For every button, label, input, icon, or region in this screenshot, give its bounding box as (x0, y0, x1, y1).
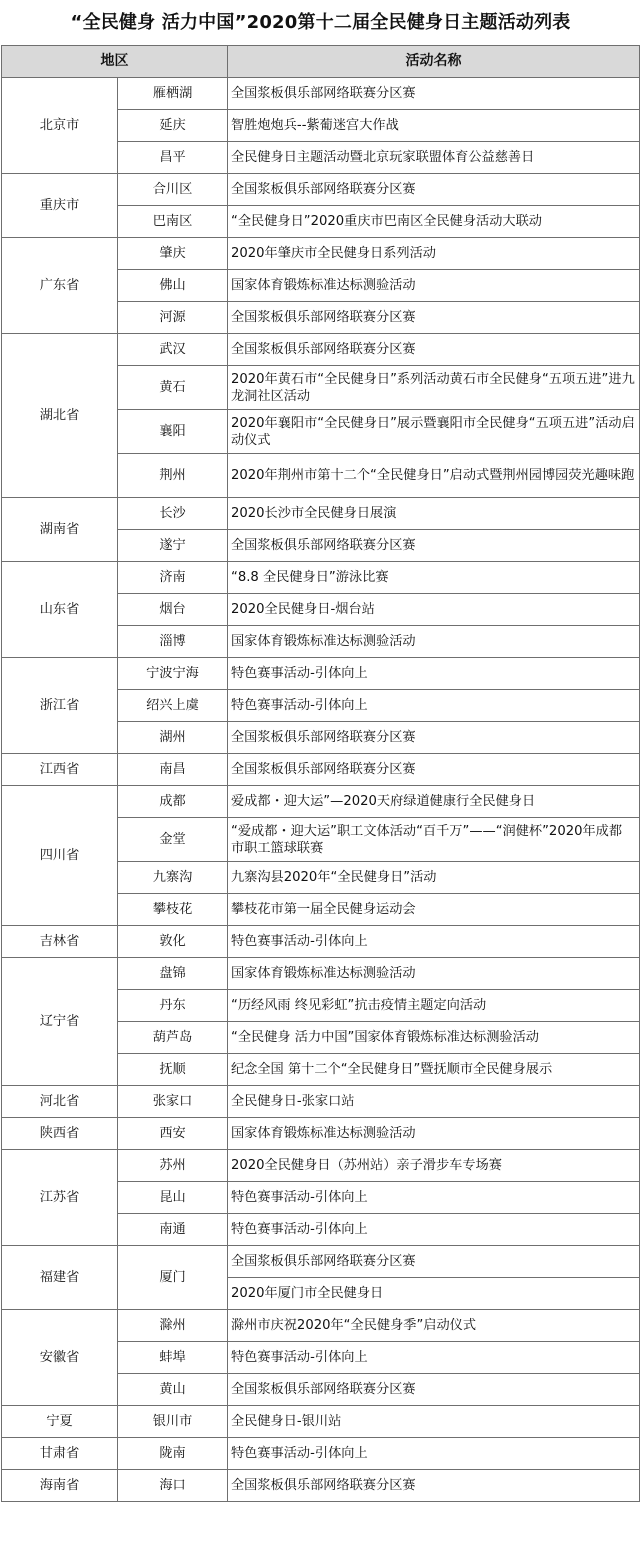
city-cell: 宁波宁海 (118, 658, 228, 690)
activity-cell: 全国浆板俱乐部网络联赛分区赛 (228, 1246, 640, 1278)
province-cell: 江西省 (2, 754, 118, 786)
activity-cell: 纪念全国 第十二个“全民健身日”暨抚顺市全民健身展示 (228, 1054, 640, 1086)
province-cell: 甘肃省 (2, 1438, 118, 1470)
city-cell: 延庆 (118, 110, 228, 142)
table-row (2, 78, 640, 110)
activity-cell: 2020全民健身日-烟台站 (228, 594, 640, 626)
table-row (2, 754, 640, 786)
city-cell: 海口 (118, 1470, 228, 1502)
table-row (2, 238, 640, 270)
table-row (2, 658, 640, 690)
activity-cell: 九寨沟县2020年“全民健身日”活动 (228, 862, 640, 894)
city-cell: 合川区 (118, 174, 228, 206)
city-cell: 丹东 (118, 990, 228, 1022)
activity-cell: 全国浆板俱乐部网络联赛分区赛 (228, 78, 640, 110)
activity-cell: 国家体育锻炼标准达标测验活动 (228, 1118, 640, 1150)
activity-cell: “8.8 全民健身日”游泳比赛 (228, 562, 640, 594)
province-cell: 福建省 (2, 1246, 118, 1310)
province-cell: 江苏省 (2, 1150, 118, 1246)
activity-cell: 特色赛事活动-引体向上 (228, 926, 640, 958)
table-row (2, 1470, 640, 1502)
table-row (2, 958, 640, 990)
province-cell: 湖南省 (2, 498, 118, 562)
activity-cell: “全民健身 活力中国”国家体育锻炼标准达标测验活动 (228, 1022, 640, 1054)
city-cell: 盘锦 (118, 958, 228, 990)
activity-cell: 全国浆板俱乐部网络联赛分区赛 (228, 334, 640, 366)
province-cell: 北京市 (2, 78, 118, 174)
city-cell: 昆山 (118, 1182, 228, 1214)
activity-cell: 2020年肇庆市全民健身日系列活动 (228, 238, 640, 270)
city-cell: 南通 (118, 1214, 228, 1246)
province-cell: 河北省 (2, 1086, 118, 1118)
province-cell: 四川省 (2, 786, 118, 926)
table-row (2, 498, 640, 530)
activity-cell: 全民健身日-张家口站 (228, 1086, 640, 1118)
city-cell: 昌平 (118, 142, 228, 174)
city-cell: 济南 (118, 562, 228, 594)
province-cell: 湖北省 (2, 334, 118, 498)
city-cell: 襄阳 (118, 410, 228, 454)
table-row (2, 786, 640, 818)
activity-cell: 智胜炮炮兵--紫葡迷宫大作战 (228, 110, 640, 142)
table-header-row (2, 46, 640, 78)
city-cell: 成都 (118, 786, 228, 818)
province-cell: 海南省 (2, 1470, 118, 1502)
activity-cell: 攀枝花市第一届全民健身运动会 (228, 894, 640, 926)
activity-cell: 国家体育锻炼标准达标测验活动 (228, 270, 640, 302)
city-cell: 佛山 (118, 270, 228, 302)
table-row (2, 1310, 640, 1342)
activity-cell: 全国浆板俱乐部网络联赛分区赛 (228, 754, 640, 786)
city-cell: 巴南区 (118, 206, 228, 238)
table-row (2, 1150, 640, 1182)
city-cell: 荆州 (118, 454, 228, 498)
city-cell: 滁州 (118, 1310, 228, 1342)
city-cell: 金堂 (118, 818, 228, 862)
city-cell: 雁栖湖 (118, 78, 228, 110)
city-cell: 南昌 (118, 754, 228, 786)
activity-cell: 爱成都・迎大运”—2020天府绿道健康行全民健身日 (228, 786, 640, 818)
activity-cell: 国家体育锻炼标准达标测验活动 (228, 958, 640, 990)
province-cell: 广东省 (2, 238, 118, 334)
activity-cell: 特色赛事活动-引体向上 (228, 1182, 640, 1214)
city-cell: 淄博 (118, 626, 228, 658)
table-body (2, 78, 640, 1502)
page-title: “全民健身 活力中国”2020第十二届全民健身日主题活动列表 (70, 12, 571, 33)
table-row (2, 1438, 640, 1470)
activity-cell: 特色赛事活动-引体向上 (228, 690, 640, 722)
city-cell: 长沙 (118, 498, 228, 530)
activity-header: 活动名称 (228, 46, 640, 78)
city-cell: 蚌埠 (118, 1342, 228, 1374)
activity-cell: 全国浆板俱乐部网络联赛分区赛 (228, 174, 640, 206)
activity-cell: 2020年荆州市第十二个“全民健身日”启动式暨荆州园博园荧光趣味跑 (228, 454, 640, 498)
activity-cell: 全民健身日-银川站 (228, 1406, 640, 1438)
city-cell: 河源 (118, 302, 228, 334)
table-row (2, 334, 640, 366)
activity-cell: 国家体育锻炼标准达标测验活动 (228, 626, 640, 658)
city-cell: 武汉 (118, 334, 228, 366)
region-header: 地区 (2, 46, 228, 78)
province-cell: 浙江省 (2, 658, 118, 754)
activity-cell: 全国浆板俱乐部网络联赛分区赛 (228, 1374, 640, 1406)
province-cell: 陕西省 (2, 1118, 118, 1150)
table-row (2, 174, 640, 206)
city-cell: 攀枝花 (118, 894, 228, 926)
activity-cell: 全国浆板俱乐部网络联赛分区赛 (228, 722, 640, 754)
table-row (2, 926, 640, 958)
table-row (2, 562, 640, 594)
city-cell: 苏州 (118, 1150, 228, 1182)
table-row (2, 1246, 640, 1278)
activity-cell: 2020长沙市全民健身日展演 (228, 498, 640, 530)
activity-cell: 全国浆板俱乐部网络联赛分区赛 (228, 530, 640, 562)
activity-cell: 2020全民健身日（苏州站）亲子滑步车专场赛 (228, 1150, 640, 1182)
city-cell: 黄石 (118, 366, 228, 410)
table-row (2, 1406, 640, 1438)
city-cell: 抚顺 (118, 1054, 228, 1086)
activity-cell: 特色赛事活动-引体向上 (228, 1438, 640, 1470)
activity-cell: 2020年厦门市全民健身日 (228, 1278, 640, 1310)
activity-cell: 全国浆板俱乐部网络联赛分区赛 (228, 1470, 640, 1502)
table-row (2, 1086, 640, 1118)
province-cell: 安徽省 (2, 1310, 118, 1406)
city-cell: 绍兴上虞 (118, 690, 228, 722)
activity-cell: 滁州市庆祝2020年“全民健身季”启动仪式 (228, 1310, 640, 1342)
city-cell: 陇南 (118, 1438, 228, 1470)
city-cell: 烟台 (118, 594, 228, 626)
city-cell: 西安 (118, 1118, 228, 1150)
activity-cell: 全国浆板俱乐部网络联赛分区赛 (228, 302, 640, 334)
city-cell: 厦门 (118, 1246, 228, 1310)
city-cell: 湖州 (118, 722, 228, 754)
city-cell: 遂宁 (118, 530, 228, 562)
activity-cell: 2020年黄石市“全民健身日”系列活动黄石市全民健身“五项五进”进九龙洞社区活动 (228, 366, 640, 410)
activity-cell: 特色赛事活动-引体向上 (228, 658, 640, 690)
city-cell: 九寨沟 (118, 862, 228, 894)
activity-table (1, 45, 640, 1502)
city-cell: 银川市 (118, 1406, 228, 1438)
province-cell: 吉林省 (2, 926, 118, 958)
city-cell: 黄山 (118, 1374, 228, 1406)
activity-cell: 2020年襄阳市“全民健身日”展示暨襄阳市全民健身“五项五进”活动启动仪式 (228, 410, 640, 454)
province-cell: 辽宁省 (2, 958, 118, 1086)
province-cell: 重庆市 (2, 174, 118, 238)
city-cell: 肇庆 (118, 238, 228, 270)
activity-cell: “历经风雨 终见彩虹”抗击疫情主题定向活动 (228, 990, 640, 1022)
table-row (2, 1118, 640, 1150)
activity-cell: 特色赛事活动-引体向上 (228, 1342, 640, 1374)
activity-cell: “全民健身日”2020重庆市巴南区全民健身活动大联动 (228, 206, 640, 238)
activity-cell: 特色赛事活动-引体向上 (228, 1214, 640, 1246)
activity-cell: “爱成都・迎大运”职工文体活动“百千万”——“润健杯”2020年成都市职工篮球联赛 (228, 818, 640, 862)
city-cell: 张家口 (118, 1086, 228, 1118)
city-cell: 葫芦岛 (118, 1022, 228, 1054)
province-cell: 山东省 (2, 562, 118, 658)
activity-cell: 全民健身日主题活动暨北京玩家联盟体育公益慈善日 (228, 142, 640, 174)
province-cell: 宁夏 (2, 1406, 118, 1438)
city-cell: 敦化 (118, 926, 228, 958)
